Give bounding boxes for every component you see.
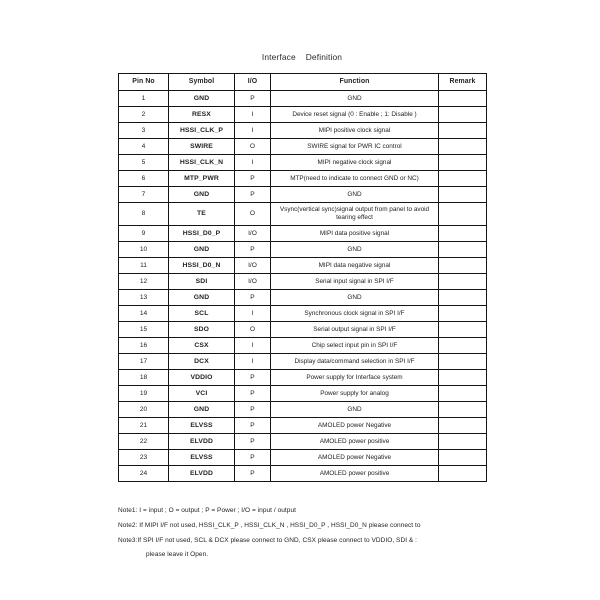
cell-function: MIPI data negative signal — [271, 258, 439, 274]
cell-pin-no: 1 — [119, 91, 169, 107]
cell-io: P — [235, 290, 271, 306]
cell-io: O — [235, 322, 271, 338]
cell-pin-no: 4 — [119, 139, 169, 155]
cell-function: GND — [271, 187, 439, 203]
cell-remark — [439, 274, 487, 290]
cell-pin-no: 6 — [119, 171, 169, 187]
cell-pin-no: 16 — [119, 338, 169, 354]
cell-function: Power supply for Interface system — [271, 370, 439, 386]
cell-function: Device reset signal (0 : Enable ; 1: Disable ) — [271, 107, 439, 123]
table-row — [119, 354, 487, 370]
table-row — [119, 123, 487, 139]
cell-pin-no: 2 — [119, 107, 169, 123]
note-line: Note1: I = input ; O = output ; P = Power ; I/O = input / output — [118, 507, 296, 514]
cell-symbol: ELVDD — [169, 434, 235, 450]
notes-block — [118, 508, 600, 567]
cell-io: P — [235, 91, 271, 107]
table-row — [119, 203, 487, 226]
cell-pin-no: 22 — [119, 434, 169, 450]
table-row — [119, 290, 487, 306]
cell-io: P — [235, 386, 271, 402]
cell-remark — [439, 306, 487, 322]
cell-function: MIPI data positive signal — [271, 226, 439, 242]
table-row — [119, 402, 487, 418]
cell-function: Chip select input pin in SPI I/F — [271, 338, 439, 354]
note-line: please leave it Open. — [146, 551, 209, 559]
cell-remark — [439, 466, 487, 482]
cell-io: O — [235, 139, 271, 155]
table-row — [119, 386, 487, 402]
cell-io: I/O — [235, 226, 271, 242]
cell-symbol: HSSI_D0_P — [169, 226, 235, 242]
cell-remark — [439, 338, 487, 354]
cell-pin-no: 5 — [119, 155, 169, 171]
table-row — [119, 107, 487, 123]
cell-io: O — [235, 203, 271, 226]
column-header-function: Function — [271, 74, 439, 91]
cell-pin-no: 23 — [119, 450, 169, 466]
cell-symbol: GND — [169, 290, 235, 306]
cell-io: P — [235, 418, 271, 434]
cell-remark — [439, 226, 487, 242]
table-header — [119, 74, 487, 91]
table-row — [119, 322, 487, 338]
cell-function: AMOLED power positive — [271, 466, 439, 482]
cell-function: AMOLED power Negative — [271, 418, 439, 434]
table-row — [119, 418, 487, 434]
cell-remark — [439, 354, 487, 370]
cell-symbol: HSSI_CLK_N — [169, 155, 235, 171]
cell-remark — [439, 123, 487, 139]
cell-io: I — [235, 123, 271, 139]
cell-pin-no: 19 — [119, 386, 169, 402]
cell-pin-no: 15 — [119, 322, 169, 338]
cell-io: I/O — [235, 258, 271, 274]
cell-remark — [439, 290, 487, 306]
cell-symbol: MTP_PWR — [169, 171, 235, 187]
cell-symbol: VCI — [169, 386, 235, 402]
cell-remark — [439, 434, 487, 450]
column-header-symbol: Symbol — [169, 74, 235, 91]
cell-io: I — [235, 155, 271, 171]
cell-pin-no: 21 — [119, 418, 169, 434]
cell-symbol: GND — [169, 402, 235, 418]
cell-symbol: SCL — [169, 306, 235, 322]
cell-function: AMOLED power Negative — [271, 450, 439, 466]
cell-pin-no: 3 — [119, 123, 169, 139]
cell-remark — [439, 242, 487, 258]
table-row — [119, 91, 487, 107]
cell-pin-no: 7 — [119, 187, 169, 203]
pin-definition-table — [118, 73, 487, 482]
cell-symbol: ELVDD — [169, 466, 235, 482]
page-title: Interface Definition — [261, 52, 343, 62]
table-row — [119, 139, 487, 155]
cell-pin-no: 17 — [119, 354, 169, 370]
cell-function: GND — [271, 402, 439, 418]
cell-pin-no: 18 — [119, 370, 169, 386]
cell-symbol: DCX — [169, 354, 235, 370]
cell-remark — [439, 91, 487, 107]
table-row — [119, 370, 487, 386]
cell-function: MIPI positive clock signal — [271, 123, 439, 139]
cell-io: I — [235, 338, 271, 354]
cell-function: MIPI negative clock signal — [271, 155, 439, 171]
cell-function: AMOLED power positive — [271, 434, 439, 450]
cell-symbol: ELVSS — [169, 418, 235, 434]
table-row — [119, 434, 487, 450]
table-row — [119, 338, 487, 354]
cell-symbol: TE — [169, 203, 235, 226]
cell-symbol: HSSI_D0_N — [169, 258, 235, 274]
table-row — [119, 242, 487, 258]
cell-symbol: VDDIO — [169, 370, 235, 386]
cell-remark — [439, 418, 487, 434]
table-row — [119, 274, 487, 290]
cell-symbol: RESX — [169, 107, 235, 123]
cell-pin-no: 12 — [119, 274, 169, 290]
cell-symbol: GND — [169, 91, 235, 107]
cell-remark — [439, 322, 487, 338]
cell-remark — [439, 187, 487, 203]
cell-io: I/O — [235, 274, 271, 290]
table-row — [119, 187, 487, 203]
cell-remark — [439, 107, 487, 123]
cell-function: SWIRE signal for PWR IC control — [271, 139, 439, 155]
table-row — [119, 306, 487, 322]
cell-remark — [439, 386, 487, 402]
table-row — [119, 450, 487, 466]
cell-function: Serial input signal in SPI I/F — [271, 274, 439, 290]
cell-symbol: SDO — [169, 322, 235, 338]
cell-io: P — [235, 434, 271, 450]
table-row — [119, 226, 487, 242]
cell-pin-no: 10 — [119, 242, 169, 258]
table-row — [119, 155, 487, 171]
cell-io: P — [235, 171, 271, 187]
table-row — [119, 258, 487, 274]
cell-pin-no: 11 — [119, 258, 169, 274]
cell-function: Power supply for analog — [271, 386, 439, 402]
cell-symbol: CSX — [169, 338, 235, 354]
table-row — [119, 171, 487, 187]
cell-remark — [439, 155, 487, 171]
table-row — [119, 466, 487, 482]
cell-function: Synchronous clock signal in SPI I/F — [271, 306, 439, 322]
cell-io: P — [235, 450, 271, 466]
cell-io: P — [235, 466, 271, 482]
cell-function: GND — [271, 290, 439, 306]
cell-pin-no: 14 — [119, 306, 169, 322]
cell-remark — [439, 370, 487, 386]
column-header-remark: Remark — [439, 74, 487, 91]
cell-pin-no: 20 — [119, 402, 169, 418]
cell-remark — [439, 139, 487, 155]
cell-function: GND — [271, 242, 439, 258]
cell-function: GND — [271, 91, 439, 107]
column-header-io: I/O — [235, 74, 271, 91]
cell-pin-no: 24 — [119, 466, 169, 482]
table-body — [119, 91, 487, 482]
cell-io: P — [235, 242, 271, 258]
cell-function: Display data/command selection in SPI I/F — [271, 354, 439, 370]
cell-symbol: GND — [169, 242, 235, 258]
cell-remark — [439, 450, 487, 466]
cell-remark — [439, 171, 487, 187]
cell-symbol: SWIRE — [169, 139, 235, 155]
cell-pin-no: 8 — [119, 203, 169, 226]
cell-io: P — [235, 370, 271, 386]
cell-pin-no: 13 — [119, 290, 169, 306]
cell-remark — [439, 258, 487, 274]
cell-symbol: GND — [169, 187, 235, 203]
cell-remark — [439, 402, 487, 418]
cell-function: Serial output signal in SPI I/F — [271, 322, 439, 338]
cell-symbol: SDI — [169, 274, 235, 290]
cell-io: P — [235, 402, 271, 418]
cell-io: I — [235, 107, 271, 123]
note-line: Note2: If MIPI I/F not used, HSSI_CLK_P , HSSI_CLK_N , HSSI_D0_P , HSSI_D0_N please connect to — [118, 521, 421, 529]
cell-io: I — [235, 306, 271, 322]
cell-pin-no: 9 — [119, 226, 169, 242]
cell-function: Vsync(vertical sync)signal output from panel to avoid tearing effect — [271, 203, 439, 226]
cell-function: MTP(need to indicate to connect GND or NC) — [271, 171, 439, 187]
column-header-pin-no: Pin No — [119, 74, 169, 91]
table-header-row — [119, 74, 487, 91]
cell-symbol: HSSI_CLK_P — [169, 123, 235, 139]
cell-symbol: ELVSS — [169, 450, 235, 466]
cell-io: P — [235, 187, 271, 203]
cell-io: I — [235, 354, 271, 370]
cell-remark — [439, 203, 487, 226]
note-line: Note3:If SPI I/F not used, SCL & DCX please connect to GND, CSX please connect to VDDIO, SDI & : — [118, 536, 417, 544]
